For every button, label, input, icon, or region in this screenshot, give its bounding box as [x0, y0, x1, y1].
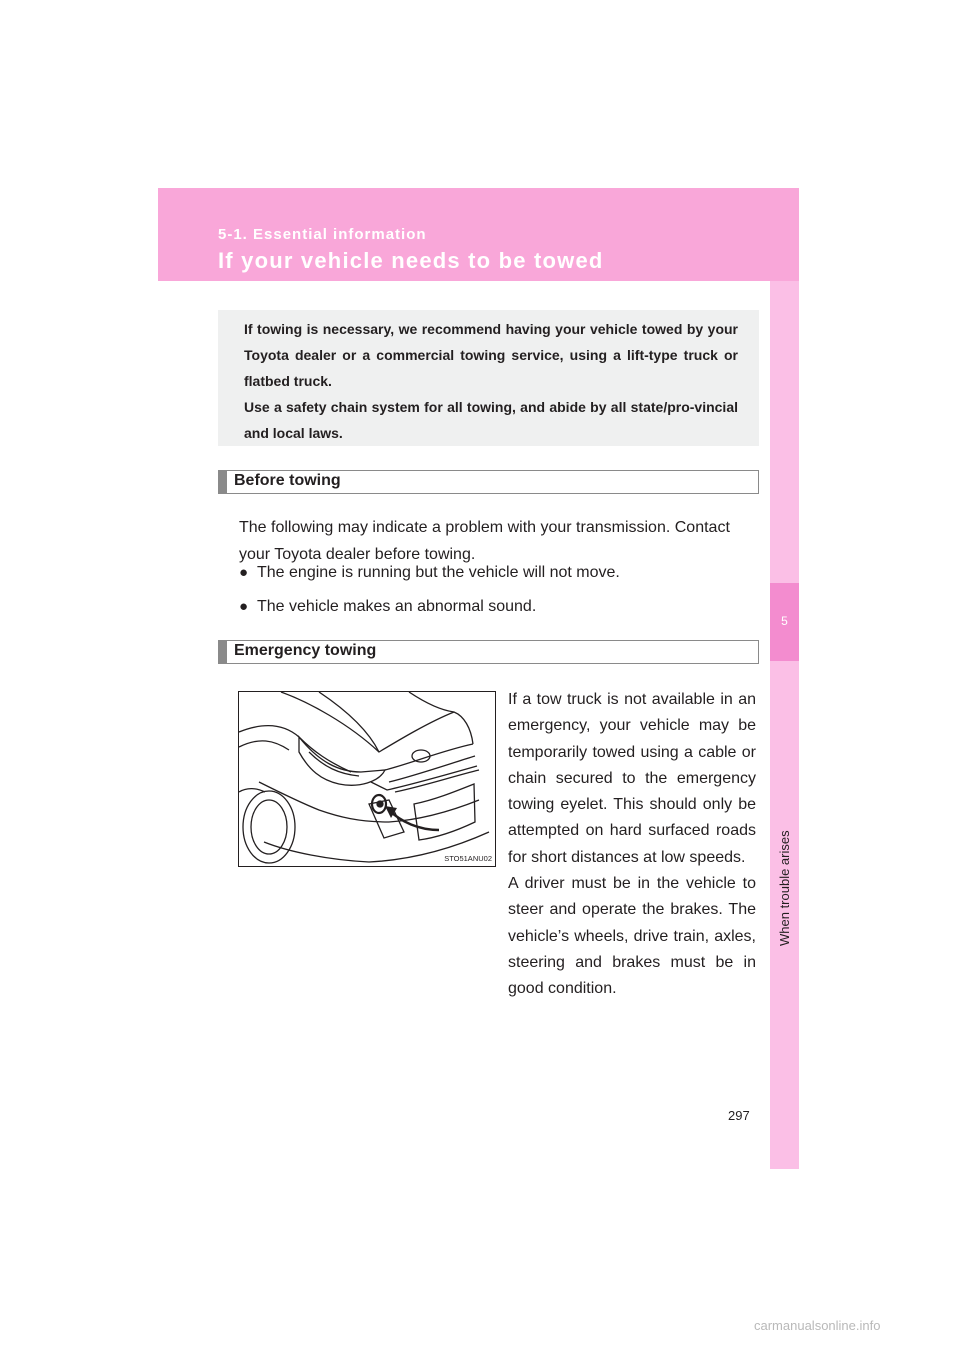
bullet-text: The vehicle makes an abnormal sound.	[257, 598, 537, 615]
emergency-towing-heading	[218, 640, 759, 664]
heading-bar	[219, 471, 227, 493]
before-towing-heading-text: Before towing	[234, 472, 341, 489]
bullet-icon: ●	[239, 564, 249, 581]
section-label: 5-1. Essential information	[218, 226, 427, 243]
figure-caption: STO51ANU02	[444, 854, 492, 863]
emergency-towing-paragraph-2: A driver must be in the vehicle to steer and operate the brakes. The vehicle’s wheels, drive train, axles, steering and brakes must be in good condition.	[508, 875, 756, 998]
intro-paragraph-2: Use a safety chain system for all towing, and abide by all state/pro-vincial and local laws.	[244, 399, 738, 441]
footer-watermark: carmanualsonline.info	[754, 1318, 881, 1333]
bullet-icon: ●	[239, 598, 249, 615]
car-front-illustration	[239, 692, 495, 866]
chapter-title: When trouble arises	[777, 830, 792, 946]
emergency-towing-paragraph-1: If a tow truck is not available in an emergency, your vehicle may be temporarily towed using a cable or chain secured to the emergency towing eyelet. This should only be attempted on hard surfaced roads for short distances at low speeds.	[508, 691, 756, 866]
chapter-title-vertical	[770, 661, 799, 959]
towing-eyelet-illustration	[238, 691, 496, 867]
before-towing-heading	[218, 470, 759, 494]
intro-paragraph-1: If towing is necessary, we recommend having your vehicle towed by your Toyota dealer or a commercial towing service, using a lift-type truck or flatbed truck.	[244, 321, 738, 389]
before-towing-text: The following may indicate a problem with your transmission. Contact your Toyota dealer before towing.	[239, 519, 730, 563]
bullet-item	[239, 598, 536, 616]
heading-bar	[219, 641, 227, 663]
chapter-number: 5	[781, 614, 788, 628]
emergency-towing-heading-text: Emergency towing	[234, 642, 377, 659]
intro-text	[244, 316, 738, 446]
page-number: 297	[728, 1108, 750, 1123]
bullet-text: The engine is running but the vehicle will not move.	[257, 564, 620, 581]
emergency-towing-text	[508, 687, 756, 1003]
page-title: If your vehicle needs to be towed	[218, 248, 604, 273]
bullet-item	[239, 564, 620, 582]
